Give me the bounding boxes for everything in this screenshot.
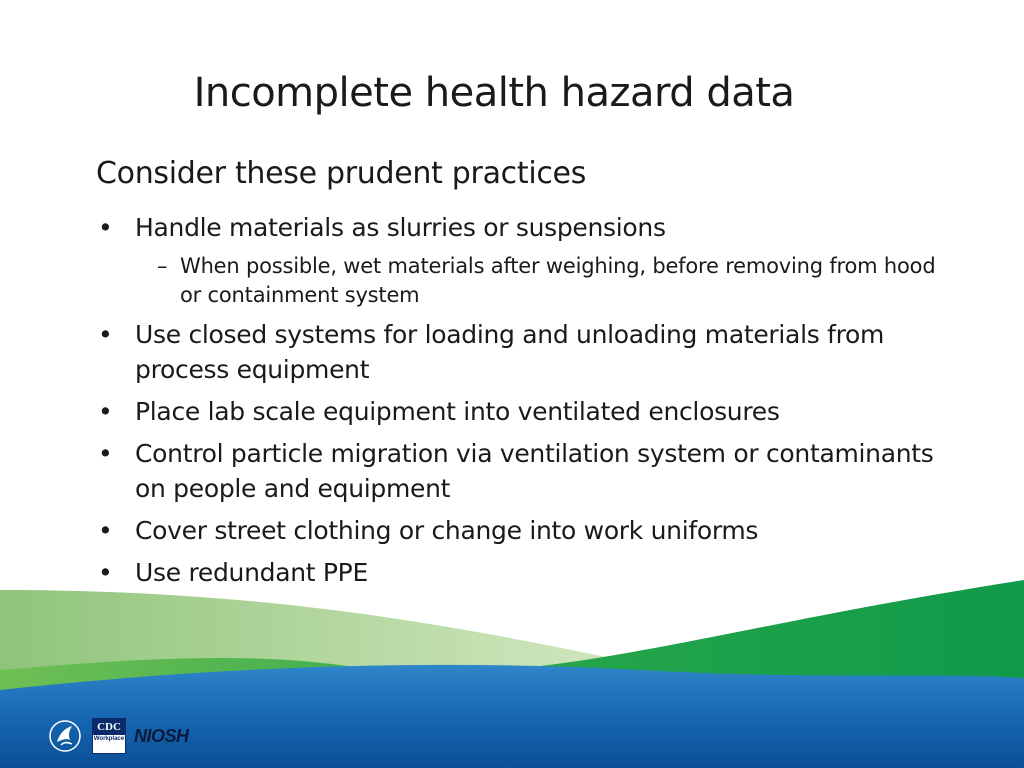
slide-subtitle: Consider these prudent practices xyxy=(96,156,587,191)
hhs-eagle-icon xyxy=(48,718,82,754)
cdc-label: CDC xyxy=(93,719,125,735)
bullet-text: Control particle migration via ventilation system or contaminants on people and equipment xyxy=(135,439,934,503)
bullet-marker: • xyxy=(98,516,113,545)
bullet-marker: • xyxy=(98,213,113,242)
bullet-text: Use redundant PPE xyxy=(135,558,368,587)
sub-bullet-item xyxy=(96,252,956,310)
sub-bullet-marker: – xyxy=(157,254,168,278)
bullet-item xyxy=(96,555,956,590)
bullet-marker: • xyxy=(98,439,113,468)
bullet-item xyxy=(96,210,956,245)
bullet-item xyxy=(96,394,956,429)
bullet-item xyxy=(96,513,956,548)
footer-logos xyxy=(48,716,189,756)
bullet-marker: • xyxy=(98,320,113,349)
bullet-item xyxy=(96,317,956,387)
bullet-list xyxy=(96,210,956,597)
bullet-item xyxy=(96,436,956,506)
bullet-text: Use closed systems for loading and unloading materials from process equipment xyxy=(135,320,885,384)
cdc-sub-label: Workplace xyxy=(93,736,125,742)
niosh-logo: NIOSH xyxy=(134,725,189,746)
sub-bullet-text: When possible, wet materials after weighing, before removing from hood or containment system xyxy=(180,254,936,307)
bullet-marker: • xyxy=(98,558,113,587)
bullet-text: Cover street clothing or change into work uniforms xyxy=(135,516,759,545)
bullet-marker: • xyxy=(98,397,113,426)
slide-title: Incomplete health hazard data xyxy=(193,70,795,116)
bullet-text: Handle materials as slurries or suspensions xyxy=(135,213,666,242)
cdc-logo xyxy=(92,718,126,754)
bullet-text: Place lab scale equipment into ventilated enclosures xyxy=(135,397,780,426)
